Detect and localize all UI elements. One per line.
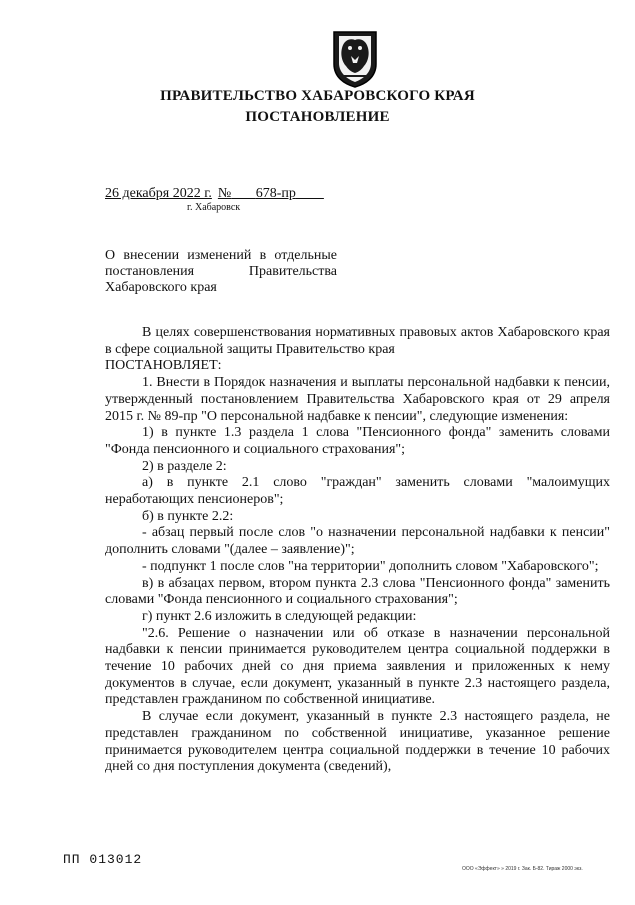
body-paragraph: В целях совершенствования нормативных правовых актов Хабаровского края в сфере социальной защиты Правительство края xyxy=(105,325,610,357)
document-dateline xyxy=(105,186,324,202)
document-body xyxy=(105,325,610,776)
body-paragraph: а) в пункте 2.1 слово "граждан" заменить словами "малоимущих неработающих пенсионеров"; xyxy=(105,475,610,508)
body-paragraph: В случае если документ, указанный в пункте 2.3 настоящего раздела, не представлен гражданином по собственной инициативе, указанное решение принимается руководителем центра социальной поддержки в течение 10 рабочих дней со дня поступления документа (сведений), xyxy=(105,709,610,775)
number-label: № xyxy=(217,186,232,201)
body-paragraph: - подпункт 1 после слов "на территории" дополнить словом "Хабаровского"; xyxy=(142,558,599,574)
body-paragraph: "2.6. Решение о назначении или об отказе в назначении персональной надбавки к пенсии принимается руководителем центра социальной поддержки в течение 10 рабочих дней со дня приема заявления и приложенных к нему документов в случае, если документ, указанный в пункте 2.3 настоящего раздела, представлен гражданином по собственной инициативе. xyxy=(105,625,610,708)
subject-line: О внесении изменений в отдельные xyxy=(105,248,337,263)
body-paragraph: г) пункт 2.6 изложить в следующей редакции: xyxy=(142,608,417,624)
document-number: 678-пр xyxy=(255,186,296,201)
body-paragraph: 1) в пункте 1.3 раздела 1 слова "Пенсионного фонда" заменить словами "Фонда пенсионного и социального страхования"; xyxy=(105,425,610,457)
form-code: ПП 013012 xyxy=(63,852,143,867)
number-underline-right xyxy=(296,186,324,201)
resolution-word: ПОСТАНОВЛЯЕТ: xyxy=(105,358,222,374)
org-title: ПРАВИТЕЛЬСТВО ХАБАРОВСКОГО КРАЯ xyxy=(160,88,475,104)
subject-line: постановления Правительства xyxy=(105,264,337,279)
doc-type-title: ПОСТАНОВЛЕНИЕ xyxy=(245,109,390,125)
body-paragraph: в) в абзацах первом, втором пункта 2.3 слова "Пенсионного фонда" заменить словами "Фонда пенсионного и социального страхования"; xyxy=(105,575,610,608)
body-paragraph: 2) в разделе 2: xyxy=(142,458,227,474)
body-paragraph: б) в пункте 2.2: xyxy=(142,508,234,524)
number-underline-left xyxy=(231,186,256,201)
printer-imprint: ООО «Эффект» » 2019 г. Зак. Б-82. Тираж 2000 экз. xyxy=(462,866,583,872)
body-paragraph: - абзац первый после слов "о назначении персональной надбавки к пенсии" дополнить словами "(далее – заявление)"; xyxy=(105,525,610,558)
subject-line: Хабаровского края xyxy=(105,280,217,295)
document-city: г. Хабаровск xyxy=(187,202,241,213)
document-date: 26 декабря 2022 г. xyxy=(105,186,212,201)
document-subject xyxy=(105,248,337,296)
body-paragraph: 1. Внести в Порядок назначения и выплаты персональной надбавки к пенсии, утвержденный постановлением Правительства Хабаровского края от 29 апреля 2015 г. № 89-пр "О персональной надбавке к пенсии", следующие изменения: xyxy=(105,375,610,424)
coat-of-arms-icon xyxy=(332,30,378,88)
